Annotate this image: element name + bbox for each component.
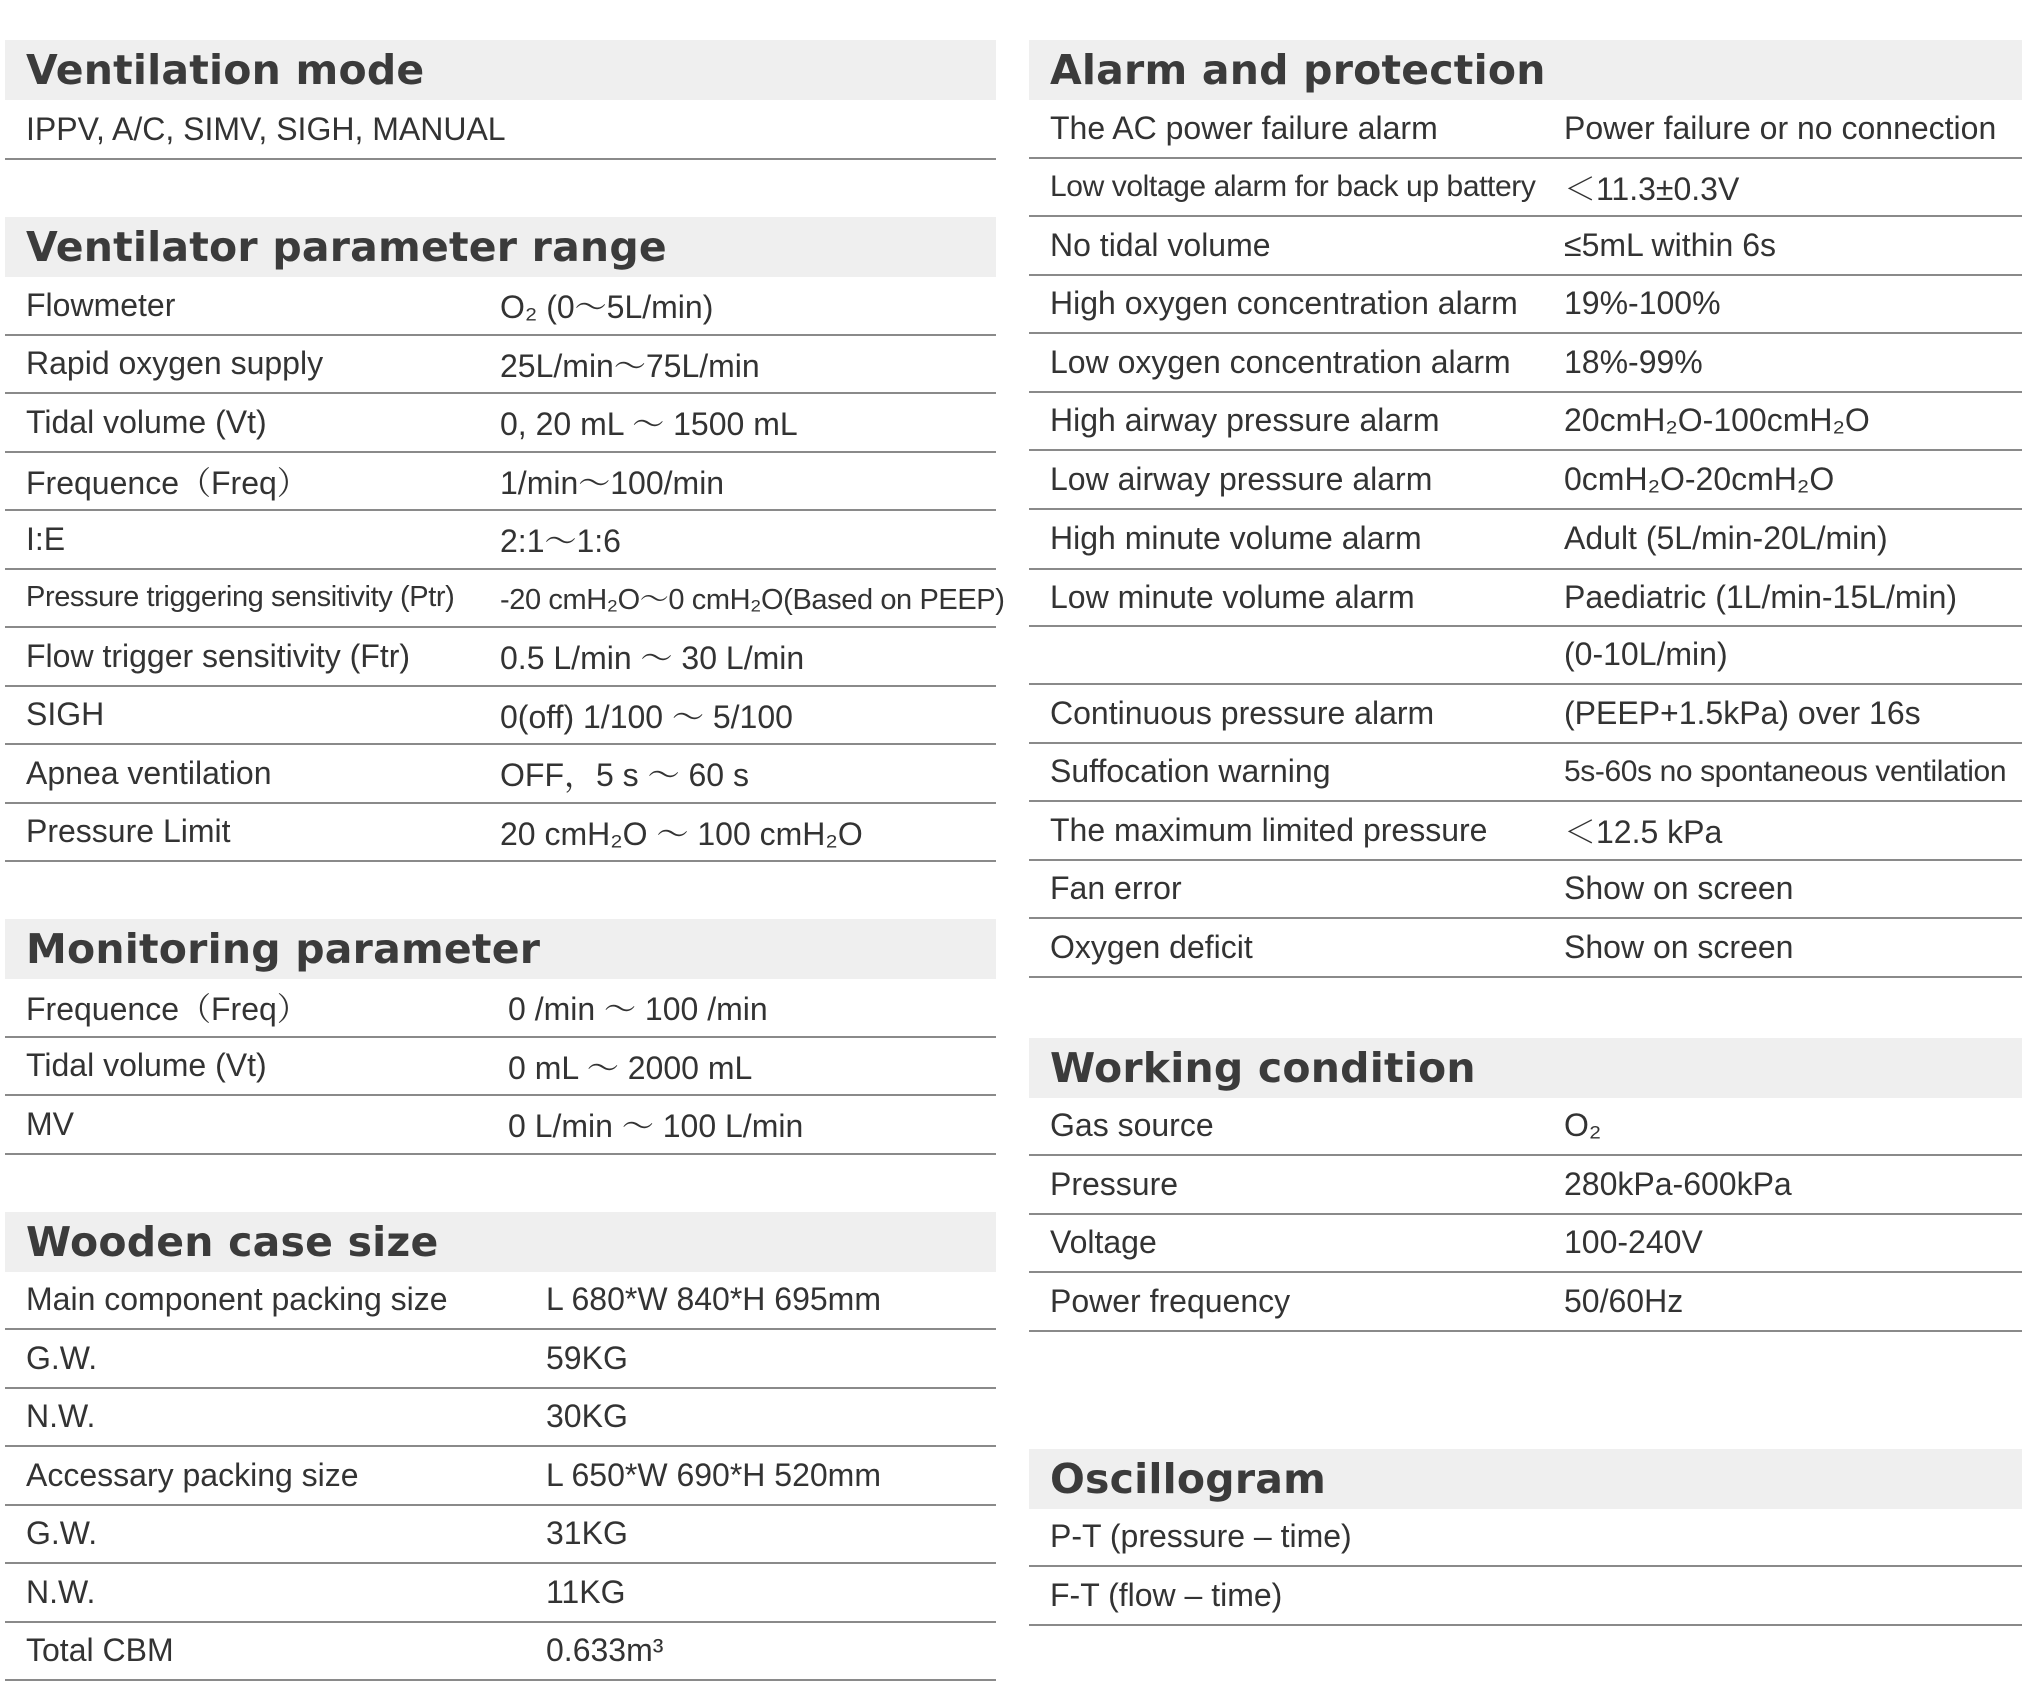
alarm-section [1029,40,2022,978]
spec-value: 30KG [546,1398,628,1435]
spec-row [1029,159,2022,218]
spec-value: Show on screen [1564,928,1794,965]
spec-row [5,979,996,1038]
spec-label: G.W. [26,1515,98,1552]
spec-label: High oxygen concentration alarm [1050,285,1518,322]
spec-value: -20 cmH₂O～0 cmH₂O(Based on PEEP) [500,584,1005,617]
spec-row [5,394,996,453]
spec-row [5,1272,996,1331]
section-header [1029,40,2022,100]
spec-row [5,1389,996,1448]
spec-value: 0 /min ～ 100 /min [508,991,768,1028]
spec-label: Tidal volume (Vt) [26,403,267,440]
spec-label: Frequence（Freq） [26,991,309,1028]
spec-row [1029,685,2022,744]
section-header [5,217,996,277]
spec-row [5,1447,996,1506]
spec-row [1029,627,2022,686]
spec-row [5,277,996,336]
spec-label: Pressure Limit [26,813,231,850]
spec-row [1029,861,2022,920]
spec-value: 20cmH₂O-100cmH₂O [1564,402,1870,439]
section-title: Alarm and protection [1050,46,1546,94]
spec-label: Frequence（Freq） [26,464,309,501]
section-title: Oscillogram [1050,1454,1327,1503]
spec-row [1029,568,2022,627]
section-header [5,919,996,979]
spec-value: 50/60Hz [1564,1282,1684,1319]
spec-value: 5s-60s no spontaneous ventilation [1564,754,2007,788]
spec-row [5,1038,996,1097]
spec-label: Low minute volume alarm [1050,578,1415,615]
spec-row [1029,334,2022,393]
spec-label: I:E [26,520,66,557]
spec-label: Pressure triggering sensitivity (Ptr) [26,581,455,614]
spec-value: 0 mL ～ 2000 mL [508,1049,753,1086]
spec-row [5,804,996,863]
spec-value: (PEEP+1.5kPa) over 16s [1564,694,1921,731]
spec-row [5,100,996,160]
ventilation-modes-text: IPPV, A/C, SIMV, SIGH, MANUAL [26,110,506,147]
working-condition-section [1029,1038,2022,1332]
spec-label: Rapid oxygen supply [26,345,324,382]
spec-value: Power failure or no connection [1564,109,1997,146]
spec-value: 0, 20 mL ～ 1500 mL [500,406,798,443]
spec-row [1029,1567,2022,1626]
spec-value: 18%-99% [1564,343,1703,380]
spec-label: Suffocation warning [1050,753,1331,790]
section-header [1029,1449,2022,1509]
spec-value: OFF，5 s ～ 60 s [500,757,749,794]
spec-label: Tidal volume (Vt) [26,1047,267,1084]
spec-label: Continuous pressure alarm [1050,694,1435,731]
oscillogram-section [1029,1449,2022,1626]
left-column [5,40,1005,1681]
spec-value: O₂ [1564,1107,1602,1144]
spec-value: 59KG [546,1339,628,1376]
spec-row [5,1096,996,1155]
spec-value: 1/min～100/min [500,464,725,501]
section-header [5,40,996,100]
monitoring-section [5,919,996,1155]
spec-row [1029,276,2022,335]
spec-row [5,511,996,570]
spec-label: Fan error [1050,870,1182,907]
spec-value: 0.633m³ [546,1632,664,1669]
spec-label: High minute volume alarm [1050,520,1422,557]
spec-value: 19%-100% [1564,285,1721,322]
spec-label: Voltage [1050,1224,1157,1261]
spec-value: 0(off) 1/100 ～ 5/100 [500,698,793,735]
spec-value: (0-10L/min) [1564,636,1728,673]
section-title: Monitoring parameter [26,925,541,973]
spec-row [5,453,996,512]
spec-label: Flow trigger sensitivity (Ftr) [26,637,411,674]
spec-label: Main component packing size [26,1281,448,1318]
section-title: Wooden case size [26,1217,439,1266]
spec-value: ≤5mL within 6s [1564,226,1777,263]
spec-label: Gas source [1050,1107,1214,1144]
spec-label: F-T (flow – time) [1050,1576,1283,1613]
spec-row [1029,1215,2022,1274]
spec-value: O₂ (0～5L/min) [500,289,714,326]
spec-row [1029,393,2022,452]
spec-row [5,570,1005,629]
wooden-case-section [5,1212,996,1682]
spec-label: Power frequency [1050,1282,1291,1319]
spec-label: No tidal volume [1050,226,1271,263]
spec-value: 11KG [546,1573,626,1610]
spec-value: 31KG [546,1515,628,1552]
section-title: Working condition [1050,1043,1476,1092]
parameter-range-section [5,217,1005,862]
spec-value: 0 L/min ～ 100 L/min [508,1108,804,1145]
spec-row [5,1623,996,1682]
ventilation-mode-section [5,40,996,160]
spec-value: 0cmH₂O-20cmH₂O [1564,460,1835,497]
spec-row [5,687,996,746]
spec-value: L 650*W 690*H 520mm [546,1456,881,1493]
spec-row [1029,1509,2022,1568]
spec-row [1029,451,2022,510]
spec-row [5,336,996,395]
spec-value: 25L/min～75L/min [500,347,760,384]
spec-row [5,1330,996,1389]
section-header [1029,1038,2022,1098]
spec-row [1029,217,2022,276]
spec-row [1029,802,2022,861]
spec-row [5,1506,996,1565]
spec-value: 20 cmH₂O ～ 100 cmH₂O [500,815,863,852]
spec-label: Low airway pressure alarm [1050,460,1433,497]
spec-row [1029,1273,2022,1332]
spec-row [1029,744,2022,803]
spec-row [5,745,996,804]
section-title: Ventilator parameter range [26,223,667,271]
spec-label: Oxygen deficit [1050,928,1253,965]
spec-row [5,628,996,687]
section-header [5,1212,996,1272]
spec-value: Show on screen [1564,870,1794,907]
spec-label: N.W. [26,1573,96,1610]
spec-row [1029,1098,2022,1157]
spec-value: Adult (5L/min-20L/min) [1564,520,1888,557]
spec-label: Apnea ventilation [26,754,272,791]
spec-label: High airway pressure alarm [1050,402,1440,439]
spec-label: N.W. [26,1398,96,1435]
spec-value: 280kPa-600kPa [1564,1165,1792,1202]
spec-label: SIGH [26,696,105,733]
spec-row [5,1564,996,1623]
spec-value: 0.5 L/min ～ 30 L/min [500,640,805,677]
spec-value: ＜12.5 kPa [1564,814,1723,851]
spec-value: 100-240V [1564,1224,1703,1261]
spec-label: MV [26,1105,74,1142]
spec-label: Total CBM [26,1632,174,1669]
spec-row [1029,510,2022,569]
spec-row [1029,1156,2022,1215]
spec-label: Pressure [1050,1165,1179,1202]
spec-value: Paediatric (1L/min-15L/min) [1564,578,1958,615]
spec-value: L 680*W 840*H 695mm [546,1281,881,1318]
spec-label: Flowmeter [26,286,176,323]
spec-label: P-T (pressure – time) [1050,1518,1352,1555]
spec-label: Accessary packing size [26,1456,359,1493]
spec-value: 2:1～1:6 [500,523,621,560]
section-title: Ventilation mode [26,46,425,94]
spec-value: ＜11.3±0.3V [1564,170,1740,207]
spec-row [1029,100,2022,159]
spec-label: Low voltage alarm for back up battery [1050,169,1536,203]
spec-label: G.W. [26,1339,98,1376]
spec-row [1029,919,2022,978]
spec-label: The maximum limited pressure [1050,811,1488,848]
spec-label: Low oxygen concentration alarm [1050,343,1511,380]
spec-label: The AC power failure alarm [1050,109,1438,146]
right-column [1029,40,2022,1626]
